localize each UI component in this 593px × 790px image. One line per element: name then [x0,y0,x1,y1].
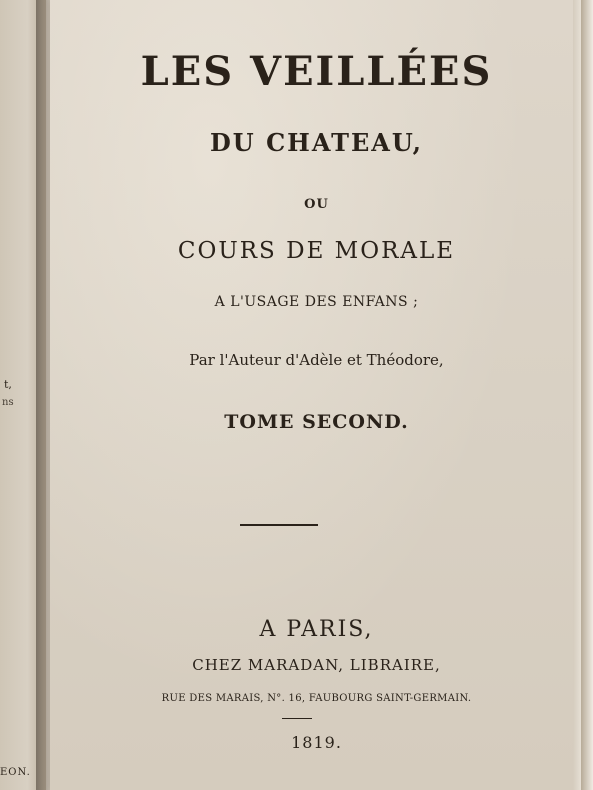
divider [282,718,312,719]
facing-page-fragment: t, [4,378,12,391]
title-page [50,0,583,790]
audience-line: A L'USAGE DES ENFANS ; [214,294,419,310]
book-title: LES VEILLÉES [140,48,493,95]
facing-page-fragment: ns [2,397,14,408]
backdrop [581,0,593,790]
author-byline: Par l'Auteur d'Adèle et Théodore, [189,351,444,369]
facing-page-fragment: EON. [0,767,31,778]
book-title-continued: DU CHATEAU, [209,128,424,157]
imprint-publisher: CHEZ MARADAN, LIBRAIRE, [192,656,441,674]
title-conjunction: OU [304,197,329,212]
alternate-title: COURS DE MORALE [177,238,456,264]
publication-year: 1819. [291,733,342,752]
ornamental-rule [240,524,318,526]
volume-label: TOME SECOND. [224,411,409,433]
imprint-city: A PARIS, [259,617,374,642]
imprint-address: RUE DES MARAIS, N°. 16, FAUBOURG SAINT-GERMAIN. [161,693,472,704]
